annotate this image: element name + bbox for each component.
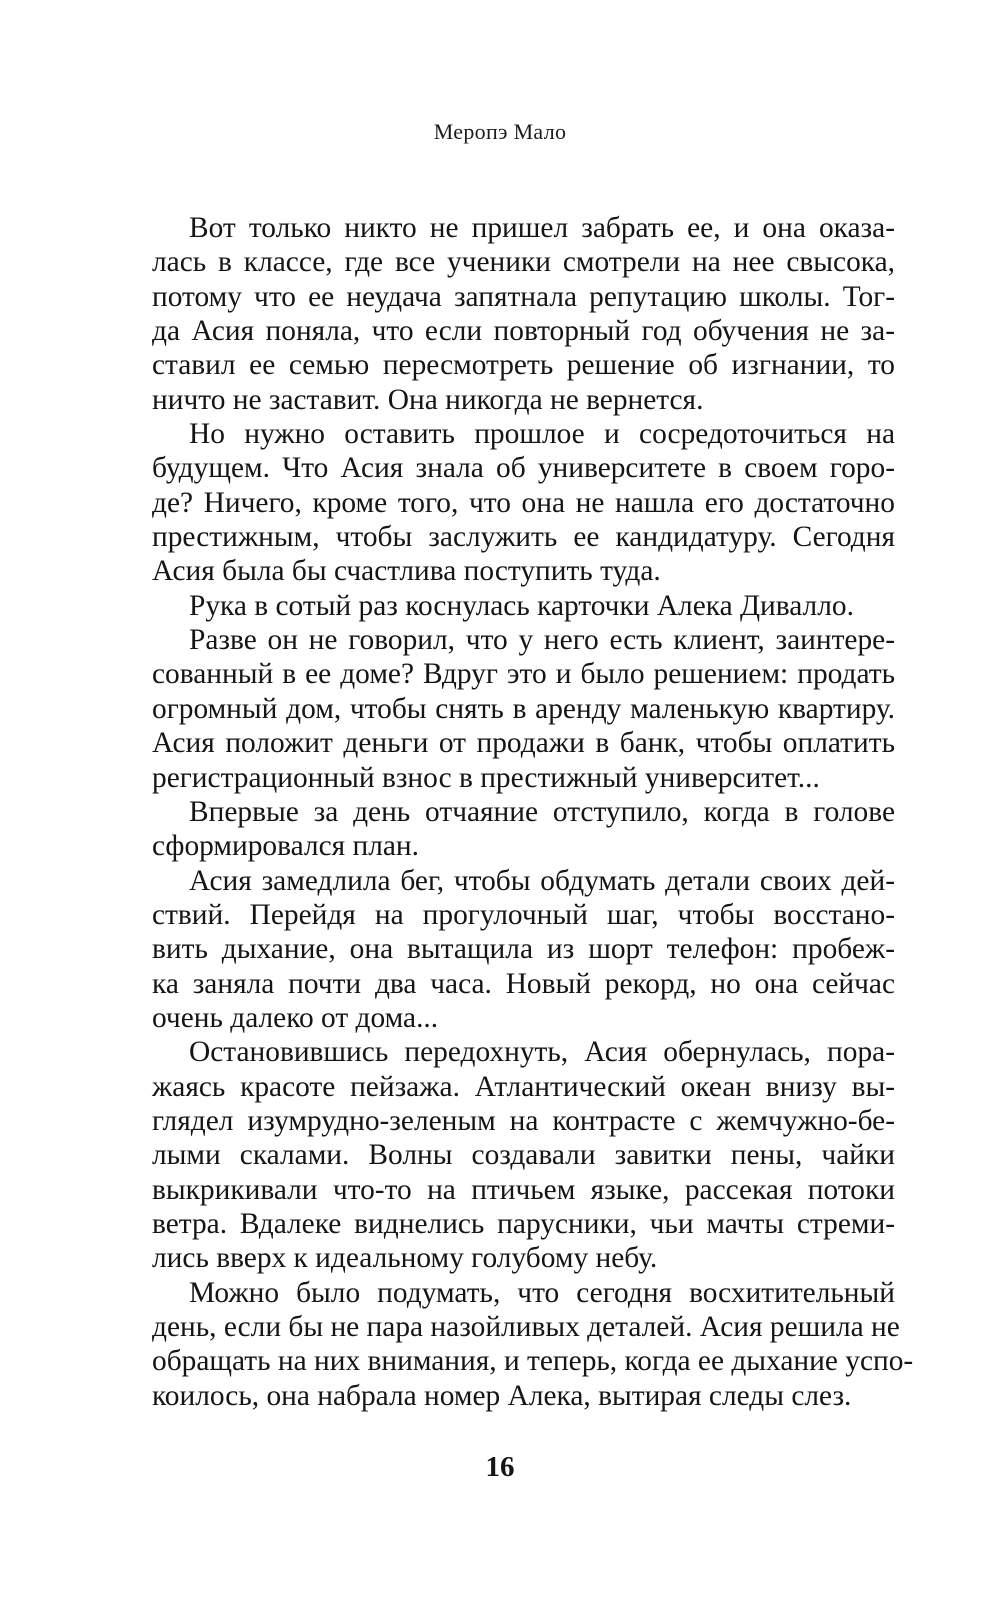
page-number: 16: [485, 1451, 515, 1483]
text-line: будущем. Что Асия знала об университете в своем горо-: [152, 452, 895, 485]
paragraph: [152, 1276, 914, 1413]
paragraph: [152, 623, 895, 795]
text-line: ставил ее семью пересмотреть решение об изгнании, то: [152, 349, 895, 382]
text-line: Но нужно оставить прошлое и сосредоточиться на: [189, 418, 895, 451]
paragraph: [152, 211, 895, 417]
text-line: вить дыхание, она вытащила из шорт телефон: пробеж-: [152, 933, 895, 966]
text-line: Асия была бы счастлива поступить туда.: [152, 555, 661, 588]
text-line: жаясь красоте пейзажа. Атлантический океан внизу вы-: [152, 1070, 895, 1103]
running-header-author: Меропэ Мало: [433, 119, 567, 144]
text-line: Вот только никто не пришел забрать ее, и она оказа-: [189, 212, 895, 244]
paragraph: [152, 589, 895, 623]
text-line: престижным, чтобы заслужить ее кандидатуру. Сегодня: [152, 521, 895, 554]
text-line: сованный в ее доме? Вдруг это и было решением: продать: [152, 658, 895, 691]
text-line: Асия замедлила бег, чтобы обдумать детали своих дей-: [189, 864, 895, 897]
text-line: огромный дом, чтобы снять в аренду маленькую квартиру.: [152, 692, 895, 725]
text-line: Асия положит деньги от продажи в банк, чтобы оплатить: [152, 727, 895, 760]
text-line: день, если бы не пара назойливых деталей. Асия решила не: [152, 1311, 900, 1343]
text-line: сформировался план.: [152, 830, 419, 863]
text-line: лись вверх к идеальному голубому небу.: [152, 1242, 658, 1275]
text-line: лась в классе, где все ученики смотрели на нее свысока,: [152, 246, 895, 279]
text-line: обращать на них внимания, и теперь, когда ее дыхание успо-: [152, 1345, 914, 1378]
text-line: коилось, она набрала номер Алека, вытирая следы слез.: [152, 1379, 852, 1412]
text-line: выкрикивали что-то на птичьем языке, рассекая потоки: [152, 1173, 895, 1206]
paragraph: [152, 417, 895, 589]
text-line: ничто не заставит. Она никогда не вернется.: [152, 383, 704, 416]
text-line: Остановившись передохнуть, Асия обернулась, пора-: [189, 1036, 895, 1069]
text-line: ветра. Вдалеке виднелись парусники, чьи мачты стреми-: [152, 1207, 895, 1240]
text-line: де? Ничего, кроме того, что она не нашла его достаточно: [152, 486, 895, 519]
text-line: ствий. Перейдя на прогулочный шаг, чтобы восстано-: [152, 898, 895, 931]
text-line: потому что ее неудача запятнала репутацию школы. Тог-: [152, 280, 895, 313]
text-line: Можно было подумать, что сегодня восхитительный: [189, 1276, 895, 1309]
body-text: [152, 211, 914, 1413]
text-line: очень далеко от дома...: [152, 1001, 439, 1034]
text-line: Разве он не говорил, что у него есть клиент, заинтере-: [189, 624, 895, 657]
text-line: Рука в сотый раз коснулась карточки Алека Дивалло.: [189, 589, 854, 622]
text-line: ка заняла почти два часа. Новый рекорд, но она сейчас: [152, 967, 895, 1000]
paragraph: [152, 1035, 895, 1275]
text-line: да Асия поняла, что если повторный год обучения не за-: [152, 315, 895, 348]
text-line: лыми скалами. Волны создавали завитки пены, чайки: [152, 1139, 895, 1172]
paragraph: [152, 864, 895, 1036]
text-line: регистрационный взнос в престижный университет...: [152, 761, 820, 794]
text-line: глядел изумрудно-зеленым на контрасте с жемчужно-бе-: [152, 1104, 895, 1137]
text-line: Впервые за день отчаяние отступило, когда в голове: [189, 795, 895, 828]
paragraph: [152, 795, 895, 864]
